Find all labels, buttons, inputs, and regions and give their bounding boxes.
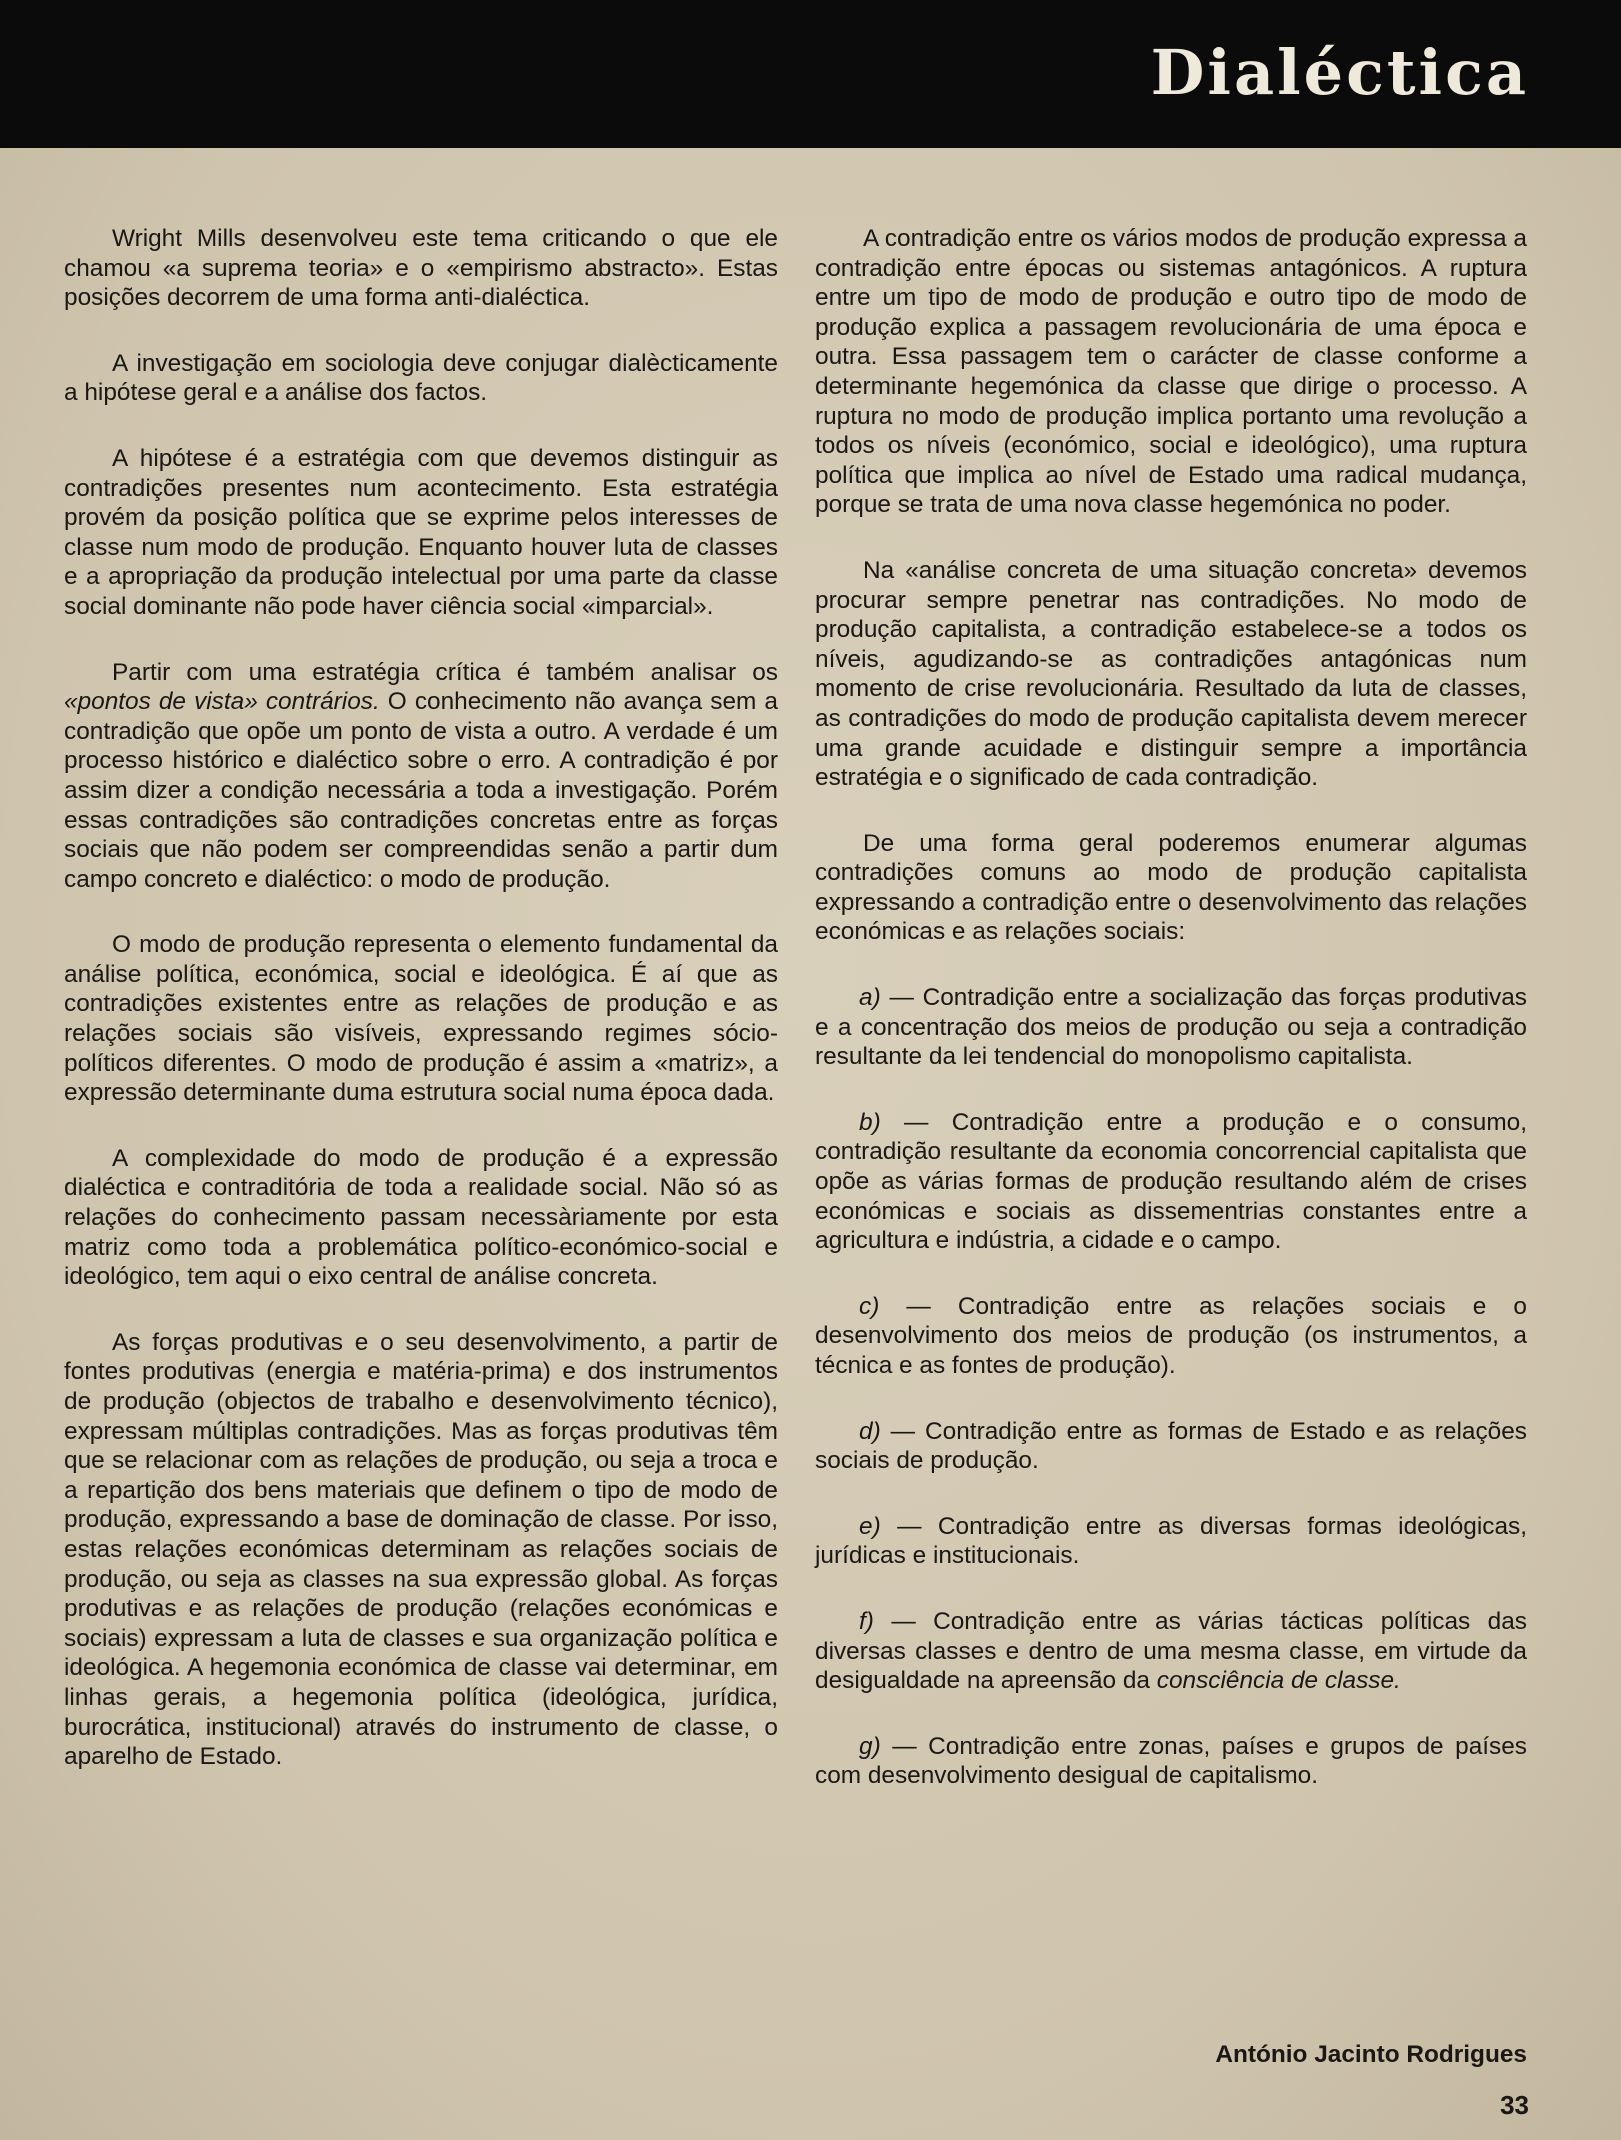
paragraph: A complexidade do modo de produção é a expressão dialéctica e contraditória de toda a realidade social. Não só as relações do conhecimento passam necessàriamente por esta matriz como toda a problemática político-económico-social e ideológico, tem aqui o eixo central de análise concreta. [64,1144,778,1291]
item-marker: c) [859,1292,880,1320]
italic-phrase: consciência de classe. [1156,1667,1401,1695]
paragraph: A hipótese é a estratégia com que devemos distinguir as contradições presentes num acontecimento. Esta estratégia provém da posição política que se exprime pelos interesses de classe num modo de produção. Enquanto houver luta de classes e a apropriação da produção intelectual por uma parte da classe social dominante não pode haver ciência social «imparcial». [64,444,778,620]
list-item [815,1732,1527,1791]
list-item [815,983,1527,1072]
list-item [815,1417,1527,1476]
paragraph: De uma forma geral poderemos enumerar algumas contradições comuns ao modo de produção capitalista expressando a contradição entre o desenvolvimento das relações económicas e as relações sociais: [815,829,1527,946]
paragraph: Na «análise concreta de uma situação concreta» devemos procurar sempre penetrar nas contradições. No modo de produção capitalista, a contradição estabelece-se a todos os níveis, agudizando-se as contradições antagónicas num momento de crise revolucionária. Resultado da luta de classes, as contradições do modo de produção capitalista devem merecer uma grande acuidade e distinguir sempre a importância estratégia e o significado de cada contradição. [815,556,1527,792]
item-text: — Contradição entre as formas de Estado e as relações sociais de produção. [815,1417,1527,1475]
item-marker: f) [859,1607,874,1635]
left-column [64,224,778,1808]
item-text: — Contradição entre a socialização das forças produtivas e a concentração dos meios de produção ou seja a contradição resultante da lei tendencial do monopolismo capitalista. [815,984,1527,1071]
list-item [815,1292,1527,1381]
item-text: — Contradição entre as relações sociais e o desenvolvimento dos meios de produção (os instrumentos, a técnica e as fontes de produção). [815,1292,1527,1379]
paragraph: O modo de produção representa o elemento fundamental da análise política, económica, social e ideológica. É aí que as contradições existentes entre as relações de produção e as relações sociais são visíveis, expressando regimes sócio-políticos diferentes. O modo de produção é assim a «matriz», a expressão determinante duma estrutura social numa época dada. [64,931,778,1107]
paragraph [64,658,778,895]
item-marker: d) [859,1417,881,1445]
list-item [815,1607,1527,1696]
page-number: 33 [1500,2090,1529,2120]
item-marker: b) [859,1108,881,1136]
list-item [815,1512,1527,1571]
item-text: — Contradição entre as várias tácticas políticas das diversas classes e dentro de uma mesma classe, em virtude da desigualdade na apreensão da [815,1607,1527,1695]
section-title: Dialéctica [1150,36,1529,109]
paragraph-text: O conhecimento não avança sem a contradição que opõe um ponto de vista a outro. A verdade é um processo histórico e dialéctico sobre o erro. A contradição é por assim dizer a condição necessária a toda a investigação. Porém essas contradições são contradições concretas entre as forças sociais que não podem ser compreendidas senão a partir dum campo concreto e dialéctico: o modo de produção. [64,688,778,893]
paragraph: As forças produtivas e o seu desenvolvimento, a partir de fontes produtivas (energia e matéria-prima) e dos instrumentos de produção (objectos de trabalho e desenvolvimento técnico), expressam múltiplas contradições. Mas as forças produtivas têm que se relacionar com as relações de produção, ou seja a troca e a repartição dos bens materiais que definem o tipo de modo de produção, expressando a base de dominação de classe. Por isso, estas relações económicas determinam as relações sociais de produção, ou seja as classes na sua expressão global. As forças produtivas e as relações de produção (relações económicas e sociais) expressam a luta de classes e sua organização política e ideológica. A hegemonia económica de classe vai determinar, em linhas gerais, a hegemonia política (ideológica, jurídica, burocrática, institucional) através do instrumento de classe, o aparelho de Estado. [64,1328,778,1771]
right-column [815,224,1527,1827]
italic-phrase: «pontos de vista» contrários. [64,688,380,716]
author-signature: António Jacinto Rodrigues [1215,2041,1527,2068]
paragraph-text: Partir com uma estratégia crítica é também analisar os [112,658,778,686]
item-marker: e) [859,1512,881,1540]
item-text: — Contradição entre zonas, países e grupos de países com desenvolvimento desigual de capitalismo. [815,1732,1527,1790]
paragraph: A contradição entre os vários modos de produção expressa a contradição entre épocas ou sistemas antagónicos. A ruptura entre um tipo de modo de produção e outro tipo de modo de produção explica a passagem revolucionária de uma época e outra. Essa passagem tem o carácter de classe conforme a determinante hegemónica da classe que dirige o processo. A ruptura no modo de produção implica portanto uma revolução a todos os níveis (económico, social e ideológico), uma ruptura política que implica ao nível de Estado uma radical mudança, porque se trata de uma nova classe hegemónica no poder. [815,225,1527,519]
item-text: — Contradição entre a produção e o consumo, contradição resultante da economia concorrencial capitalista que opõe as várias formas de produção resultando além de crises económicas e sociais as dissementrias constantes entre a agricultura e indústria, a cidade e o campo. [815,1108,1527,1255]
paragraph: A investigação em sociologia deve conjugar dialècticamente a hipótese geral e a análise dos factos. [64,349,778,407]
paragraph: Wright Mills desenvolveu este tema criticando o que ele chamou «a suprema teoria» e o «empirismo abstracto». Estas posições decorrem de uma forma anti-dialéctica. [64,225,778,312]
list-item [815,1108,1527,1256]
item-marker: g) [859,1732,881,1760]
header-bar [0,0,1621,148]
item-text: — Contradição entre as diversas formas ideológicas, jurídicas e institucionais. [815,1512,1527,1570]
item-marker: a) [859,984,881,1012]
